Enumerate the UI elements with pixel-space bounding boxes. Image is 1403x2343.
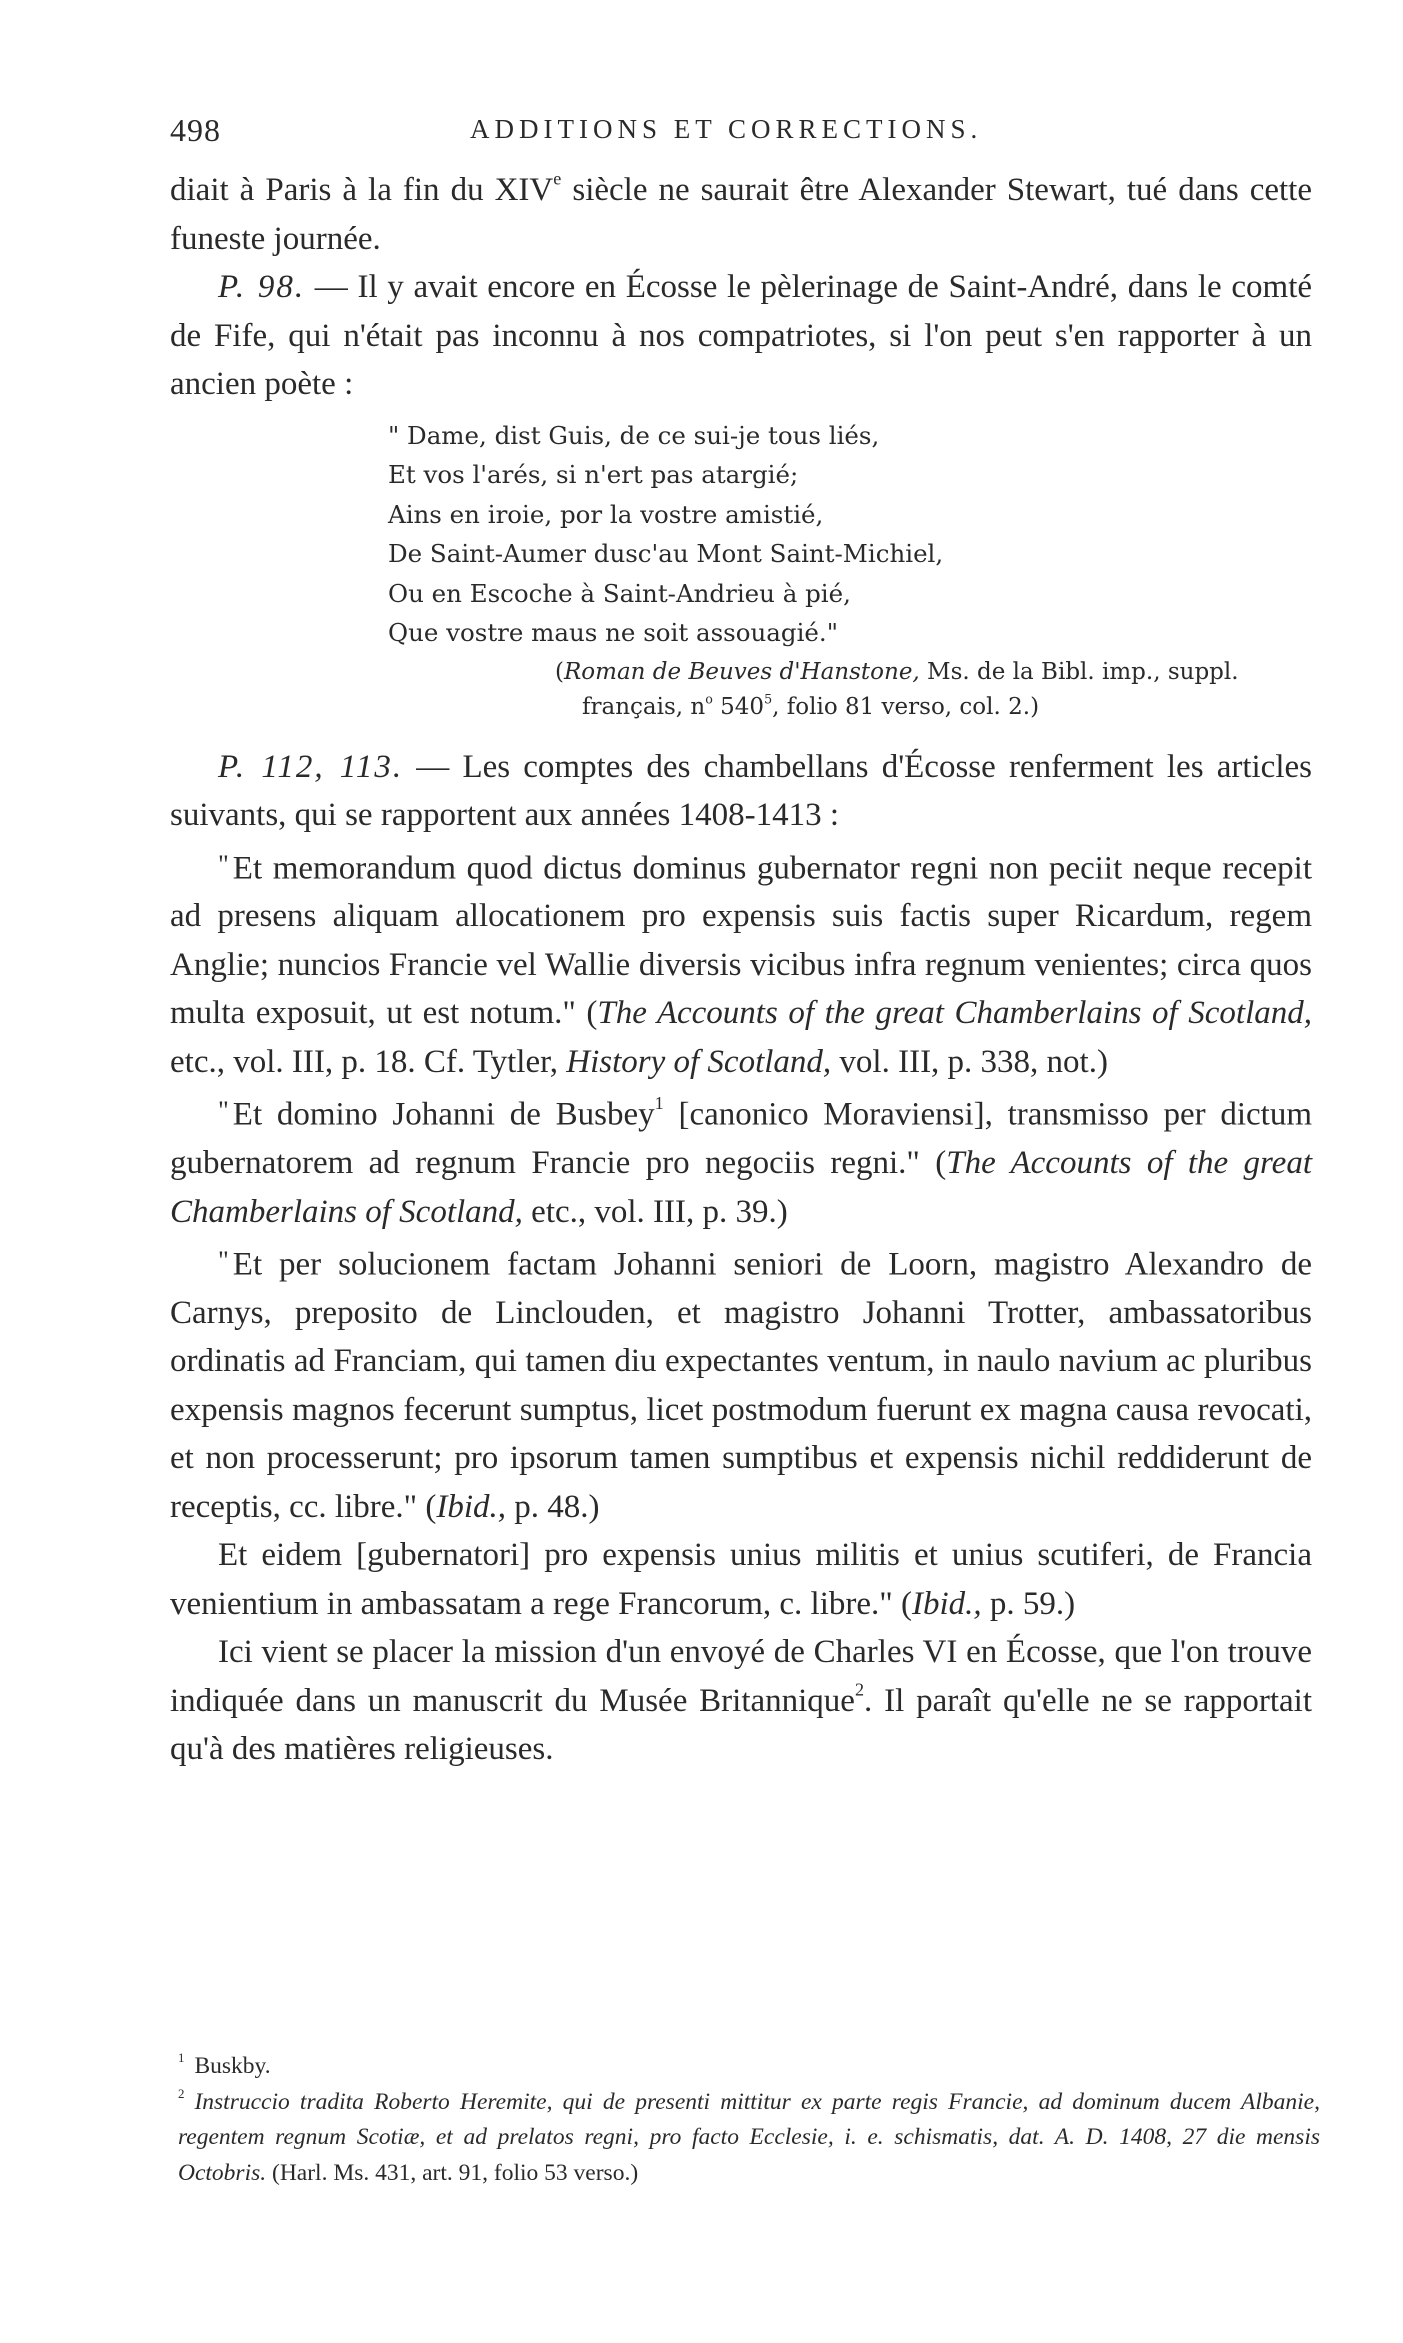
footnote-1: $^1$ Buskby.	[178, 2050, 271, 2079]
latin-quote-3: " Et per solucionem factam Johanni seniori de Loorn, magistro Alexandro de Carnys, preposito de Linclouden, et magistro Johanni Trotter, ambassatoribus ordinatis ad Franciam, qui tamen diu expectantes ventum, in naulo navium ac pluribus expensis magnos fecerunt sumptus, licet postmodum fuerunt ex magna causa revocati, et non processerunt; pro ipsorum tamen sumptibus et expensis nichil reddiderunt de receptis, cc. libre." (Ibid., p. 48.)	[170, 1245, 1312, 1525]
verse-lines	[388, 416, 1312, 653]
verse-quotation	[170, 416, 1312, 725]
latin-quote-4: Et eidem [gubernatori] pro expensis unius militis et unius scutiferi, de Francia venientium in ambassatam a rege Francorum, c. libre." (Ibid., p. 59.)	[170, 1537, 1312, 1622]
latin-quote-1: " Et memorandum quod dictus dominus gubernator regni non peciit neque recepit ad presens aliquam allocationem pro expensis suis factis super Ricardum, regem Anglie; nuncios Francie vel Wallie diversis vicibus infra regnum venientes; circa quos multa exposuit, ut est notum." (The Accounts of the great Chamberlains of Scotland, etc., vol. III, p. 18. Cf. Tytler, History of Scotland, vol. III, p. 338, not.)	[170, 848, 1312, 1080]
verse-line: De Saint-Aumer dusc'au Mont Saint-Michiel,	[388, 539, 944, 568]
page-number: 498	[170, 112, 221, 148]
main-text	[170, 166, 1312, 1774]
verse-line: Ou en Escoche à Saint-Andrieu à pié,	[388, 578, 851, 608]
footnote-2: $^2$ Instruccio tradita Roberto Heremite, qui de presenti mittitur ex parte regis Francie, ad dominum ducem Albanie, regentem regnum Scotiæ, et ad prelatos regni, pro facto Ecclesie, i. e. schismatis, dat. A. D. 1408, 27 die mensis Octobris. (Harl. Ms. 431, art. 91, folio 53 verso.)	[178, 2085, 1320, 2186]
latin-quote-2: " Et domino Johanni de Busbey$^1$ [canonico Moraviensi], transmisso per dictum gubernatorem ad regnum Francie pro negociis regni." (The Accounts of the great Chamberlains of Scotland, etc., vol. III, p. 39.)	[170, 1093, 1312, 1230]
running-title: ADDITIONS ET CORRECTIONS.	[470, 114, 983, 144]
verse-line: Ains en iroie, por la vostre amistié,	[388, 499, 824, 529]
paragraph-p112: P. 112, 113. — Les comptes des chambellans d'Écosse renferment les articles suivants, qui se rapportent aux années 1408-1413 :	[170, 748, 1312, 833]
paragraph-charles-vi: Ici vient se placer la mission d'un envoyé de Charles VI en Écosse, que l'on trouve indiquée dans un manuscrit du Musée Britannique$^2$. Il paraît qu'elle ne se rapportait qu'à des matières religieuses.	[170, 1634, 1312, 1768]
verse-source: (Roman de Beuves d'Hanstone, Ms. de la Bibl. imp., suppl. français, $n^o$ $540^5$, folio 81 verso, col. 2.)	[555, 658, 1239, 720]
verse-line: Que vostre maus ne soit assouagié."	[388, 618, 838, 647]
paragraph-continued: diait à Paris à la fin du XIVe siècle ne saurait être Alexander Stewart, tué dans cette funeste journée.	[170, 168, 1312, 257]
footnote-mark: 1	[654, 1093, 664, 1114]
footnote-mark: 2	[854, 1679, 865, 1700]
page-reference: P. 112, 113.	[218, 748, 404, 785]
page-header	[170, 112, 1320, 152]
verse-line: Et vos l'arés, si n'ert pas atargié;	[388, 460, 799, 489]
footnotes	[178, 2049, 1320, 2191]
page-reference: P. 98.	[218, 269, 306, 305]
verse-line: " Dame, dist Guis, de ce sui-je tous liés,	[388, 420, 880, 450]
paragraph-p98: P. 98. — Il y avait encore en Écosse le pèlerinage de Saint-André, dans le comté de Fife, qui n'était pas inconnu à nos compatriotes, si l'on peut s'en rapporter à un ancien poète :	[170, 269, 1313, 402]
